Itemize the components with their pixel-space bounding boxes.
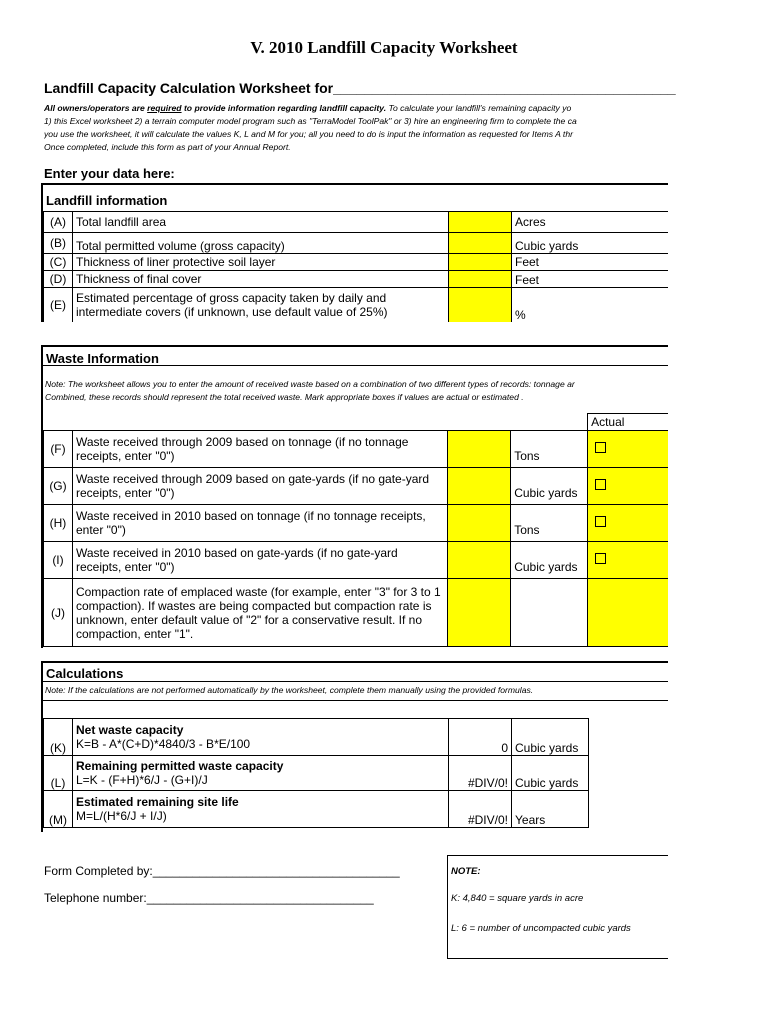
input-total-permitted-volume[interactable] xyxy=(449,233,512,254)
table-row: (C) Thickness of liner protective soil layer Feet xyxy=(44,254,669,271)
table-row: (A) Total landfill area Acres xyxy=(44,212,669,233)
actual-checkbox-g[interactable] xyxy=(588,468,668,505)
input-final-cover-thickness[interactable] xyxy=(449,271,512,288)
waste-table xyxy=(43,413,668,647)
worksheet-subtitle: Landfill Capacity Calculation Worksheet for____________________________________________ xyxy=(44,80,676,96)
input-cover-percentage[interactable] xyxy=(449,288,512,323)
landfill-information-heading: Landfill information xyxy=(46,193,168,208)
table-row: (G) Waste received through 2009 based on gate-yards (if no gate-yard receipts, enter "0") Cubic yards xyxy=(44,468,669,505)
table-row: (L) Remaining permitted waste capacity L=K - (F+H)*6/J - (G+I)/J #DIV/0! Cubic yards xyxy=(44,756,589,791)
table-row: (I) Waste received in 2010 based on gate-yards (if no gate-yard receipts, enter "0") Cubic yards xyxy=(44,542,669,579)
actual-checkbox-i[interactable] xyxy=(588,542,668,579)
note-box-heading: NOTE: xyxy=(451,866,481,877)
landfill-table xyxy=(43,211,668,322)
table-row xyxy=(44,414,669,431)
calculations-section xyxy=(41,661,668,832)
calculations-heading: Calculations xyxy=(46,666,124,681)
intro-text: All owners/operators are required to provide information regarding landfill capacity. To calculate your landfill's remaining capacity yo 1) this Excel worksheet 2) a terrain computer model program such as "TerraModel ToolPak" or 3) hire an engineering firm to complete the ca you use the worksheet, it will calculate the values K, L and M for you; all you need to do is input the information as requested for Items A thr Once completed, include this form as part of your Annual Report. xyxy=(44,103,577,152)
waste-information-section xyxy=(41,345,668,648)
waste-note-line-1: Note: The worksheet allows you to enter the amount of received waste based on a combination of two different types of records: tonnage ar xyxy=(45,379,575,389)
table-row: (M) Estimated remaining site life M=L/(H*6/J + I/J) #DIV/0! Years xyxy=(44,791,589,828)
calculations-table xyxy=(43,718,589,828)
remaining-site-life-value: #DIV/0! xyxy=(449,791,512,828)
waste-note-line-2: Combined, these records should represent the total received waste. Mark appropriate boxes if values are actual or estimated . xyxy=(45,392,524,402)
actual-checkbox-f[interactable] xyxy=(588,431,668,468)
table-row: (F) Waste received through 2009 based on tonnage (if no tonnage receipts, enter "0") Tons xyxy=(44,431,669,468)
actual-cell-j xyxy=(588,579,668,647)
input-waste-2009-tonnage[interactable] xyxy=(448,431,511,468)
actual-column-header: Actual xyxy=(588,414,668,431)
input-waste-2009-gate-yards[interactable] xyxy=(448,468,511,505)
calculations-note: Note: If the calculations are not performed automatically by the worksheet, complete them manually using the provided formulas. xyxy=(45,685,534,695)
landfill-information-section xyxy=(41,183,668,322)
input-waste-2010-gate-yards[interactable] xyxy=(448,542,511,579)
remaining-capacity-value: #DIV/0! xyxy=(449,756,512,791)
net-waste-capacity-value: 0 xyxy=(449,719,512,756)
table-row: (H) Waste received in 2010 based on tonnage (if no tonnage receipts, enter "0") Tons xyxy=(44,505,669,542)
table-row: (B) Total permitted volume (gross capacity) Cubic yards xyxy=(44,233,669,254)
telephone-number-field[interactable]: Telephone number:__________________________________ xyxy=(44,891,374,905)
table-row: (E) Estimated percentage of gross capacity taken by daily and intermediate covers (if unknown, use default value of 25%) % xyxy=(44,288,669,323)
input-liner-soil-thickness[interactable] xyxy=(449,254,512,271)
input-compaction-rate[interactable] xyxy=(448,579,511,647)
note-l: L: 6 = number of uncompacted cubic yards xyxy=(451,923,631,934)
enter-data-heading: Enter your data here: xyxy=(44,166,175,181)
note-k: K: 4,840 = square yards in acre xyxy=(451,893,584,904)
note-box xyxy=(447,855,668,959)
form-completed-by-field[interactable]: Form Completed by:_____________________________________ xyxy=(44,864,400,878)
input-waste-2010-tonnage[interactable] xyxy=(448,505,511,542)
table-row: (K) Net waste capacity K=B - A*(C+D)*4840/3 - B*E/100 0 Cubic yards xyxy=(44,719,589,756)
table-row: (D) Thickness of final cover Feet xyxy=(44,271,669,288)
page-title: V. 2010 Landfill Capacity Worksheet xyxy=(250,38,518,57)
input-total-landfill-area[interactable] xyxy=(449,212,512,233)
table-row: (J) Compaction rate of emplaced waste (for example, enter "3" for 3 to 1 compaction). If wastes are being compacted but compaction rate is unknown, enter default value of "2" for a conservative result. If no compaction, enter "1". xyxy=(44,579,669,647)
actual-checkbox-h[interactable] xyxy=(588,505,668,542)
waste-information-heading: Waste Information xyxy=(46,351,159,366)
